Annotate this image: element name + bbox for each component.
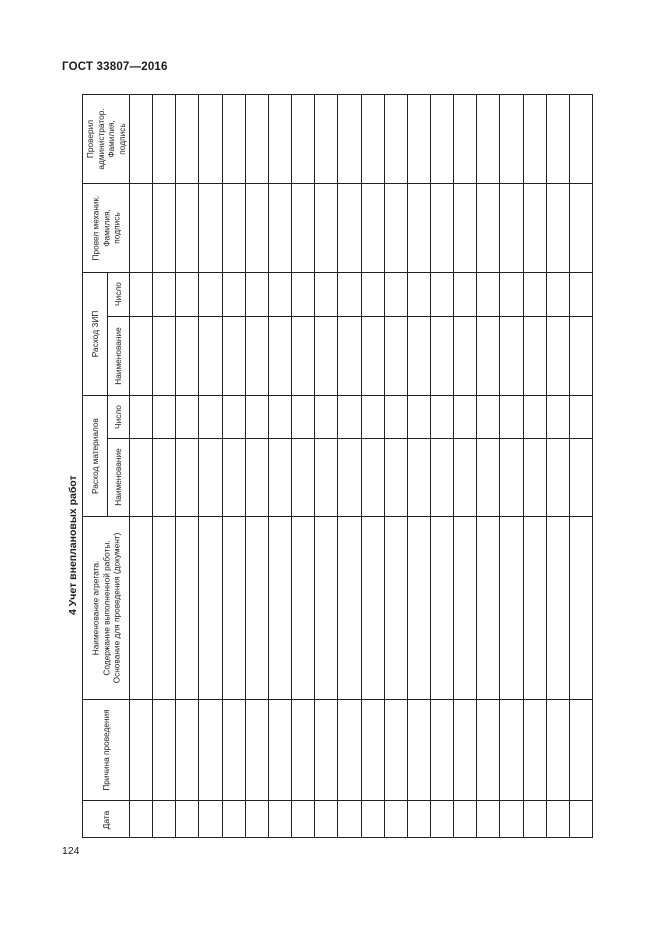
column-head-spares: Расход ЗИП	[89, 310, 100, 357]
section-title: 4 Учет внеплановых работ	[67, 475, 79, 615]
blank-entry-row	[523, 95, 546, 837]
blank-entry-row	[314, 95, 337, 837]
blank-entry-row	[291, 95, 314, 837]
work-log-table	[82, 94, 593, 838]
column-head-materials: Расход материалов	[89, 417, 100, 494]
column-head-unit-description: Наименование агрегата. Содержание выполненной работы. Основание для проведения (документ)	[90, 532, 122, 683]
column-head-spares-name: Наименование	[112, 326, 123, 385]
blank-entry-row	[198, 95, 221, 837]
blank-entry-row	[268, 95, 291, 837]
entry-row-divider	[337, 95, 338, 837]
blank-entry-row	[453, 95, 476, 837]
entry-row-divider	[546, 95, 547, 837]
blank-entry-row	[499, 95, 522, 837]
entry-area	[129, 95, 592, 837]
entry-row-divider	[268, 95, 269, 837]
entry-row-divider	[523, 95, 524, 837]
column-head-mechanic: Провел механик. Фамилия, подпись	[90, 195, 122, 260]
blank-entry-row	[546, 95, 569, 837]
entry-row-divider	[569, 95, 570, 837]
entry-row-divider	[476, 95, 477, 837]
blank-entry-row	[430, 95, 453, 837]
column-head-date: Дата	[100, 810, 111, 829]
entry-row-divider	[384, 95, 385, 837]
entry-row-divider	[430, 95, 431, 837]
column-head-materials-name: Наименование	[112, 448, 123, 506]
column-head-materials-count: Число	[112, 404, 123, 429]
entry-row-divider	[453, 95, 454, 837]
blank-entry-row	[361, 95, 384, 837]
column-head-reason: Причина проведения	[100, 708, 111, 791]
blank-entry-row	[407, 95, 430, 837]
entry-row-divider	[361, 95, 362, 837]
entry-row-divider	[152, 95, 153, 837]
entry-row-divider	[407, 95, 408, 837]
blank-entry-row	[175, 95, 198, 837]
blank-entry-row	[222, 95, 245, 837]
blank-entry-row	[476, 95, 499, 837]
blank-entry-row	[129, 95, 152, 837]
entry-row-divider	[499, 95, 500, 837]
document-header: ГОСТ 33807—2016	[62, 61, 168, 73]
page-number: 124	[62, 845, 80, 857]
entry-row-divider	[175, 95, 176, 837]
blank-entry-row	[337, 95, 360, 837]
column-head-administrator: Проверил администратор. Фамилия, подпись	[85, 108, 127, 170]
entry-row-divider	[291, 95, 292, 837]
entry-row-divider	[314, 95, 315, 837]
entry-row-divider	[198, 95, 199, 837]
blank-entry-row	[569, 95, 592, 837]
blank-entry-row	[152, 95, 175, 837]
blank-entry-row	[384, 95, 407, 837]
entry-row-divider	[245, 95, 246, 837]
entry-row-divider	[222, 95, 223, 837]
column-head-spares-count: Число	[112, 282, 123, 306]
blank-entry-row	[245, 95, 268, 837]
